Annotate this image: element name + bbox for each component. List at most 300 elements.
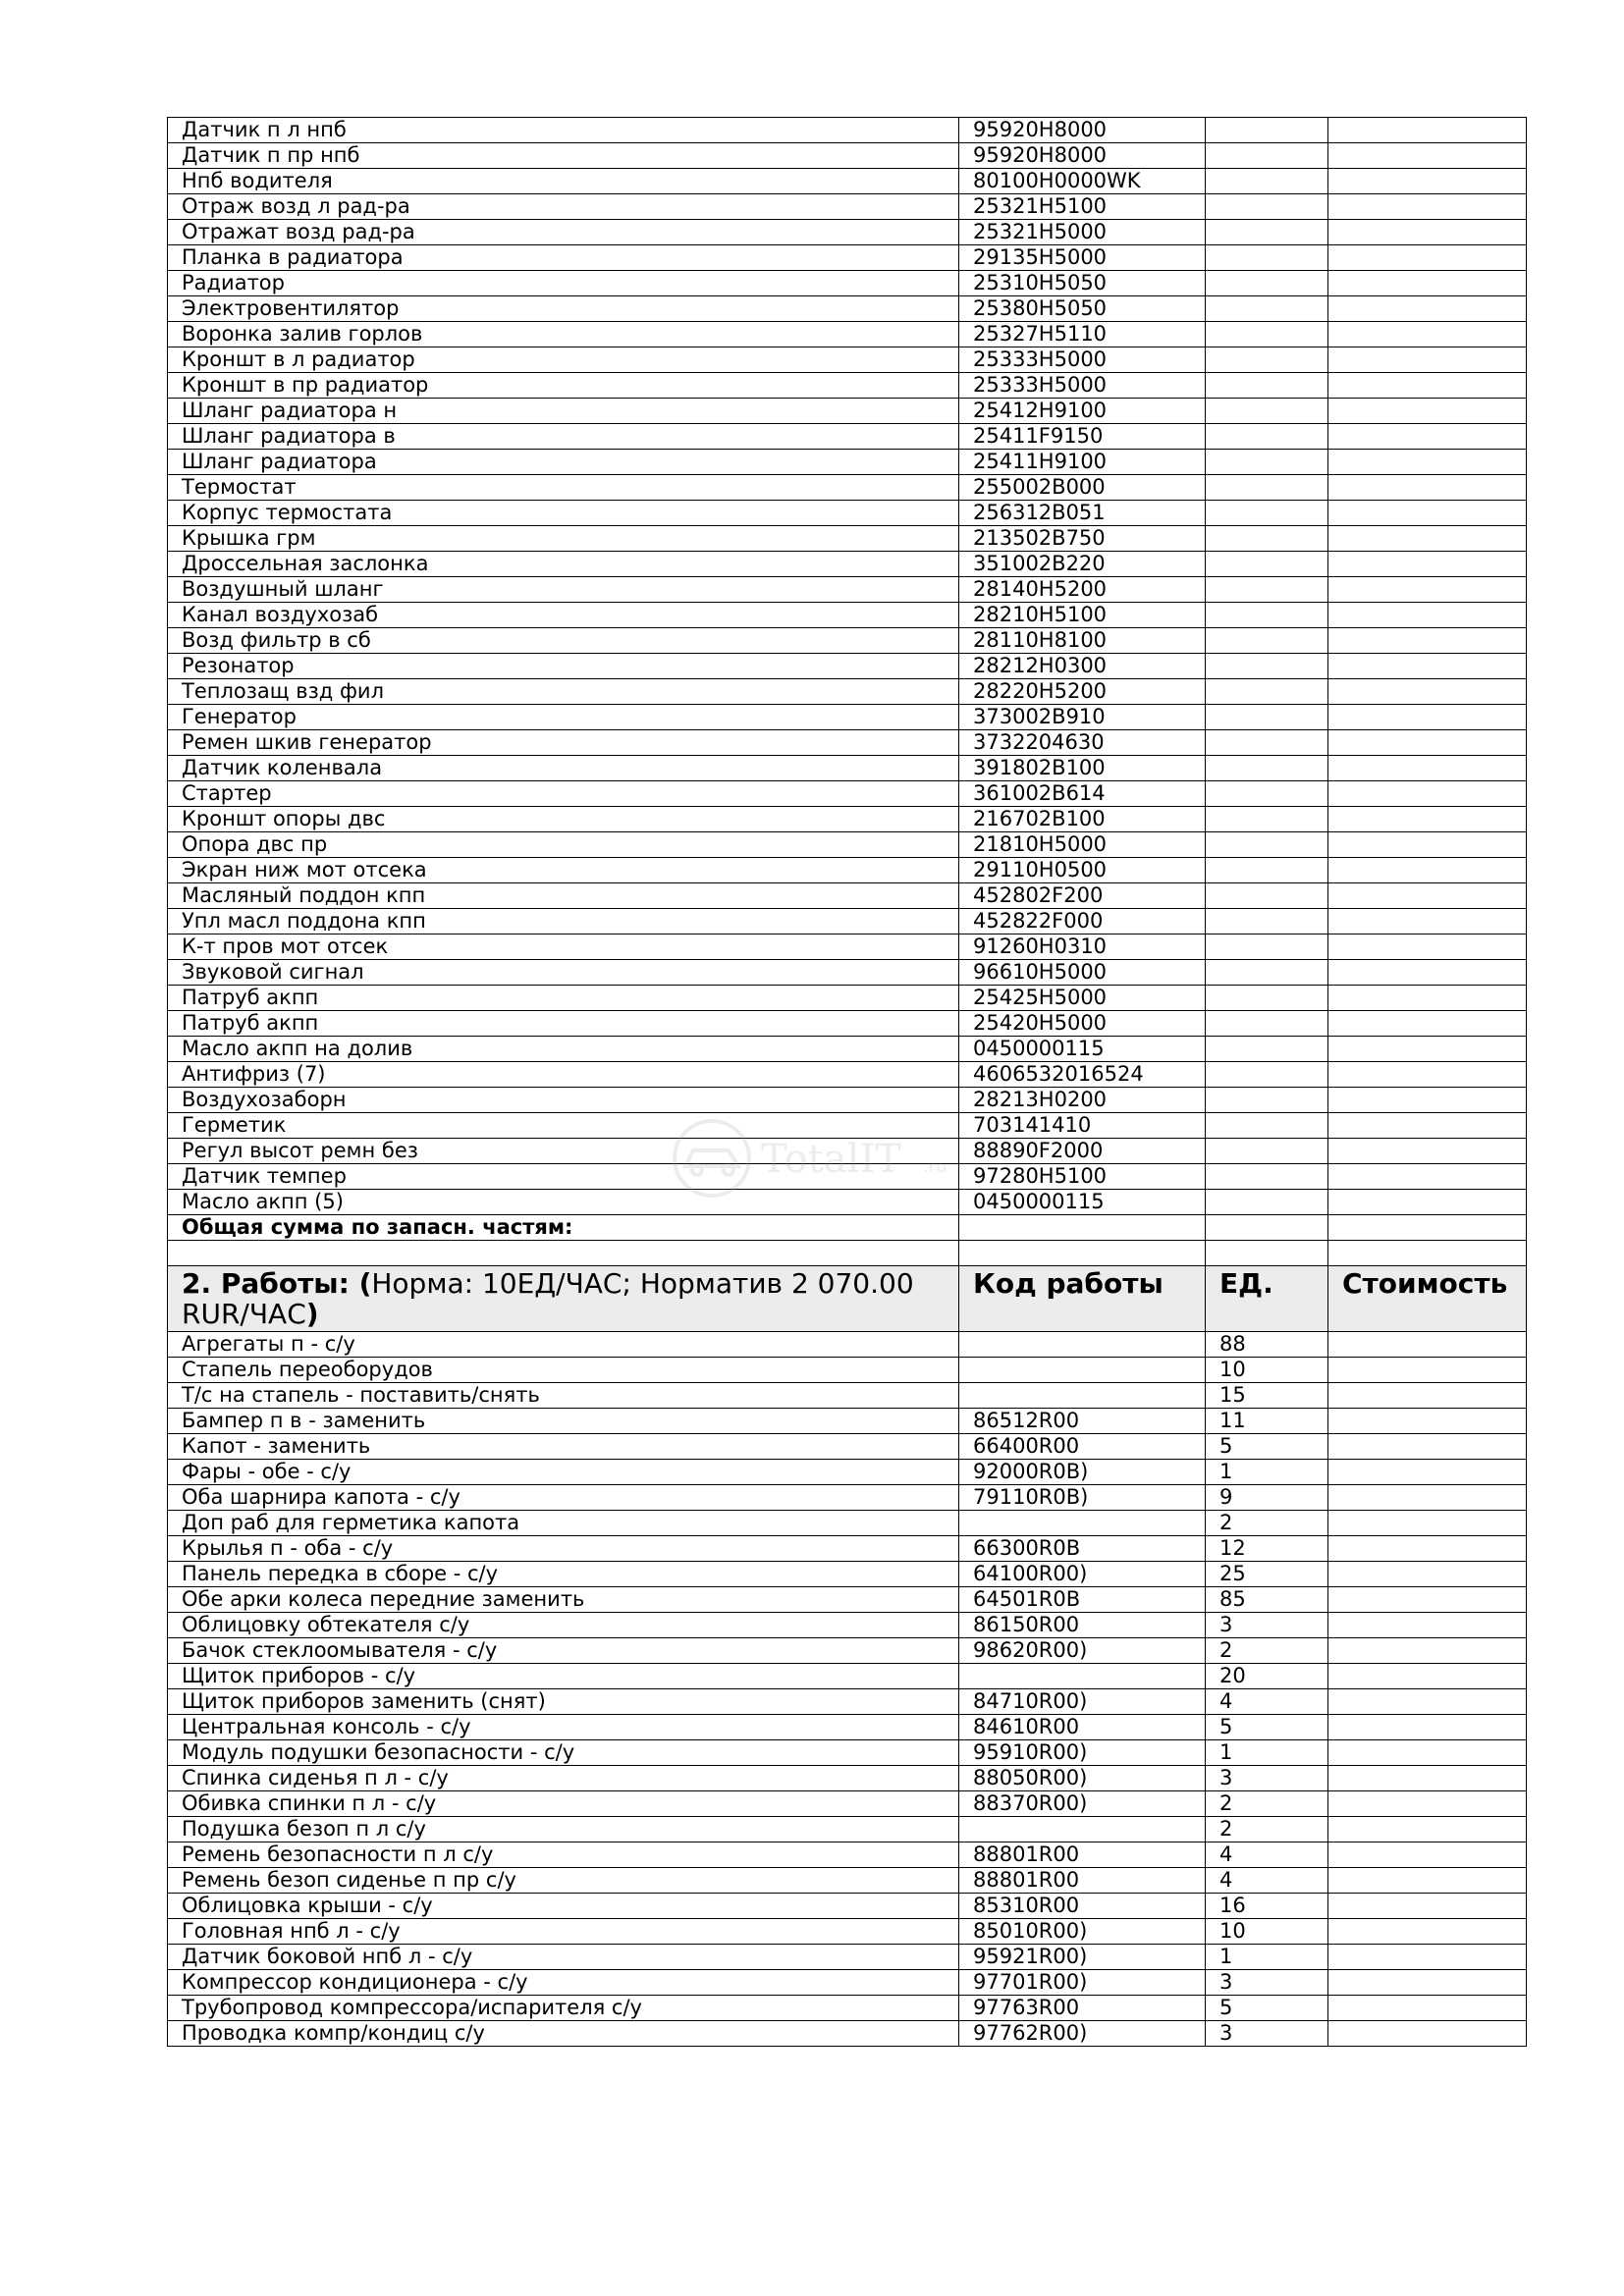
work-row <box>168 1460 1527 1485</box>
work-code: 88801R00 <box>959 1842 1206 1868</box>
work-cost <box>1328 1970 1527 1996</box>
part-cost <box>1328 424 1527 450</box>
part-row <box>168 424 1527 450</box>
work-row <box>168 1791 1527 1817</box>
part-row <box>168 781 1527 807</box>
work-units: 5 <box>1206 1434 1328 1460</box>
part-row <box>168 960 1527 986</box>
work-row <box>168 1945 1527 1970</box>
work-name: Доп раб для герметика капота <box>168 1511 959 1536</box>
part-name: Масло акпп на долив <box>168 1037 959 1062</box>
work-units: 1 <box>1206 1945 1328 1970</box>
part-cost <box>1328 1139 1527 1164</box>
part-number: 28213H0200 <box>959 1088 1206 1113</box>
part-name: Кроншт опоры двс <box>168 807 959 832</box>
part-cost <box>1328 194 1527 220</box>
work-units: 5 <box>1206 1715 1328 1740</box>
part-row <box>168 271 1527 296</box>
part-cost <box>1328 730 1527 756</box>
work-units: 4 <box>1206 1868 1328 1894</box>
work-name: Компрессор кондиционера - с/у <box>168 1970 959 1996</box>
part-name: Регул высот ремн без <box>168 1139 959 1164</box>
work-units: 11 <box>1206 1409 1328 1434</box>
part-name: Радиатор <box>168 271 959 296</box>
part-quantity <box>1206 577 1328 603</box>
work-code <box>959 1383 1206 1409</box>
part-name: К-т пров мот отсек <box>168 934 959 960</box>
work-cost <box>1328 1894 1527 1919</box>
part-cost <box>1328 552 1527 577</box>
work-code: 97762R00) <box>959 2021 1206 2047</box>
parts-total-label: Общая сумма по запасн. частям: <box>168 1215 959 1241</box>
work-code <box>959 1817 1206 1842</box>
part-name: Отраж возд л рад-ра <box>168 194 959 220</box>
part-name: Резонатор <box>168 654 959 679</box>
part-number: 213502B750 <box>959 526 1206 552</box>
part-row <box>168 220 1527 245</box>
work-cost <box>1328 1485 1527 1511</box>
work-units: 10 <box>1206 1919 1328 1945</box>
part-quantity <box>1206 169 1328 194</box>
part-name: Датчик п пр нпб <box>168 143 959 169</box>
part-cost <box>1328 1088 1527 1113</box>
works-section-title: 2. Работы: (Норма: 10ЕД/ЧАС; Норматив 2 070.00 RUR/ЧАС) <box>168 1266 959 1332</box>
part-quantity <box>1206 424 1328 450</box>
part-row <box>168 1011 1527 1037</box>
part-quantity <box>1206 781 1328 807</box>
part-quantity <box>1206 501 1328 526</box>
part-quantity <box>1206 296 1328 322</box>
part-row <box>168 118 1527 143</box>
part-row <box>168 934 1527 960</box>
work-row <box>168 1689 1527 1715</box>
part-number: 28140H5200 <box>959 577 1206 603</box>
units-header: ЕД. <box>1206 1266 1328 1332</box>
work-units: 3 <box>1206 1613 1328 1638</box>
part-quantity <box>1206 373 1328 399</box>
estimate-table <box>167 117 1527 2047</box>
part-number: 25333H5000 <box>959 373 1206 399</box>
part-cost <box>1328 1190 1527 1215</box>
work-code <box>959 1511 1206 1536</box>
part-cost <box>1328 399 1527 424</box>
part-number: 25321H5100 <box>959 194 1206 220</box>
work-cost <box>1328 1460 1527 1485</box>
part-name: Кроншт в пр радиатор <box>168 373 959 399</box>
part-row <box>168 245 1527 271</box>
part-row <box>168 1088 1527 1113</box>
work-cost <box>1328 1638 1527 1664</box>
part-number: 351002B220 <box>959 552 1206 577</box>
part-row <box>168 883 1527 909</box>
work-row <box>168 1587 1527 1613</box>
work-row <box>168 1715 1527 1740</box>
work-code <box>959 1664 1206 1689</box>
part-name: Отражат возд рад-ра <box>168 220 959 245</box>
work-row <box>168 1894 1527 1919</box>
work-code: 85310R00 <box>959 1894 1206 1919</box>
part-quantity <box>1206 883 1328 909</box>
part-name: Электровентилятор <box>168 296 959 322</box>
work-row <box>168 1485 1527 1511</box>
work-code <box>959 1358 1206 1383</box>
part-number: 95920H8000 <box>959 143 1206 169</box>
work-units: 10 <box>1206 1358 1328 1383</box>
work-code: 95921R00) <box>959 1945 1206 1970</box>
part-row <box>168 347 1527 373</box>
work-name: Облицовку обтекателя с/у <box>168 1613 959 1638</box>
work-units: 2 <box>1206 1511 1328 1536</box>
work-name: Спинка сиденья п л - с/у <box>168 1766 959 1791</box>
part-name: Звуковой сигнал <box>168 960 959 986</box>
parts-section <box>168 118 1527 1215</box>
part-name: Герметик <box>168 1113 959 1139</box>
part-name: Генератор <box>168 705 959 730</box>
part-name: Экран ниж мот отсека <box>168 858 959 883</box>
part-quantity <box>1206 679 1328 705</box>
part-quantity <box>1206 628 1328 654</box>
work-units: 12 <box>1206 1536 1328 1562</box>
work-code: 88050R00) <box>959 1766 1206 1791</box>
work-row <box>168 1817 1527 1842</box>
work-code: 97763R00 <box>959 1996 1206 2021</box>
part-row <box>168 373 1527 399</box>
work-name: Бампер п в - заменить <box>168 1409 959 1434</box>
part-quantity <box>1206 1037 1328 1062</box>
part-quantity <box>1206 194 1328 220</box>
work-code-header: Код работы <box>959 1266 1206 1332</box>
part-cost <box>1328 781 1527 807</box>
part-number: 703141410 <box>959 1113 1206 1139</box>
part-cost <box>1328 1011 1527 1037</box>
part-row <box>168 832 1527 858</box>
part-quantity <box>1206 1088 1328 1113</box>
work-name: Обе арки колеса передние заменить <box>168 1587 959 1613</box>
part-name: Антифриз (7) <box>168 1062 959 1088</box>
part-number: 452802F200 <box>959 883 1206 909</box>
work-units: 25 <box>1206 1562 1328 1587</box>
part-number: 29135H5000 <box>959 245 1206 271</box>
part-number: 25420H5000 <box>959 1011 1206 1037</box>
work-cost <box>1328 1511 1527 1536</box>
part-row <box>168 169 1527 194</box>
part-quantity <box>1206 1190 1328 1215</box>
work-name: Трубопровод компрессора/испарителя с/у <box>168 1996 959 2021</box>
part-quantity <box>1206 730 1328 756</box>
work-units: 88 <box>1206 1332 1328 1358</box>
part-number: 28220H5200 <box>959 679 1206 705</box>
part-quantity <box>1206 705 1328 730</box>
part-cost <box>1328 832 1527 858</box>
work-code: 88801R00 <box>959 1868 1206 1894</box>
work-cost <box>1328 1689 1527 1715</box>
work-row <box>168 1562 1527 1587</box>
part-row <box>168 1139 1527 1164</box>
work-units: 1 <box>1206 1460 1328 1485</box>
part-quantity <box>1206 271 1328 296</box>
part-number: 80100H0000WK <box>959 169 1206 194</box>
part-cost <box>1328 679 1527 705</box>
work-name: Подушка безоп п л с/у <box>168 1817 959 1842</box>
work-code: 98620R00) <box>959 1638 1206 1664</box>
part-quantity <box>1206 399 1328 424</box>
work-row <box>168 1740 1527 1766</box>
work-name: Щиток приборов заменить (снят) <box>168 1689 959 1715</box>
part-name: Возд фильтр в сб <box>168 628 959 654</box>
part-quantity <box>1206 143 1328 169</box>
work-code: 64501R0B <box>959 1587 1206 1613</box>
part-row <box>168 679 1527 705</box>
part-number: 0450000115 <box>959 1190 1206 1215</box>
part-number: 29110H0500 <box>959 858 1206 883</box>
work-row <box>168 1842 1527 1868</box>
part-name: Воронка залив горлов <box>168 322 959 347</box>
part-name: Шланг радиатора н <box>168 399 959 424</box>
part-cost <box>1328 986 1527 1011</box>
part-quantity <box>1206 807 1328 832</box>
part-row <box>168 628 1527 654</box>
work-cost <box>1328 1358 1527 1383</box>
part-number: 25327H5110 <box>959 322 1206 347</box>
part-number: 25380H5050 <box>959 296 1206 322</box>
work-row <box>168 1358 1527 1383</box>
part-number: 452822F000 <box>959 909 1206 934</box>
part-number: 28110H8100 <box>959 628 1206 654</box>
part-quantity <box>1206 858 1328 883</box>
part-row <box>168 1037 1527 1062</box>
work-code: 85010R00) <box>959 1919 1206 1945</box>
part-quantity <box>1206 475 1328 501</box>
work-code: 95910R00) <box>959 1740 1206 1766</box>
part-quantity <box>1206 450 1328 475</box>
part-name: Корпус термостата <box>168 501 959 526</box>
part-cost <box>1328 271 1527 296</box>
part-number: 216702B100 <box>959 807 1206 832</box>
part-cost <box>1328 245 1527 271</box>
work-cost <box>1328 1587 1527 1613</box>
work-units: 2 <box>1206 1817 1328 1842</box>
work-code: 64100R00) <box>959 1562 1206 1587</box>
part-name: Датчик п л нпб <box>168 118 959 143</box>
part-cost <box>1328 169 1527 194</box>
work-name: Фары - обе - с/у <box>168 1460 959 1485</box>
part-number: 25321H5000 <box>959 220 1206 245</box>
work-name: Проводка компр/кондиц с/у <box>168 2021 959 2047</box>
part-cost <box>1328 909 1527 934</box>
part-quantity <box>1206 118 1328 143</box>
part-quantity <box>1206 322 1328 347</box>
part-row <box>168 399 1527 424</box>
work-units: 4 <box>1206 1689 1328 1715</box>
part-number: 4606532016524 <box>959 1062 1206 1088</box>
work-name: Ремень безопасности п л с/у <box>168 1842 959 1868</box>
work-row <box>168 1409 1527 1434</box>
part-number: 21810H5000 <box>959 832 1206 858</box>
part-cost <box>1328 628 1527 654</box>
part-cost <box>1328 296 1527 322</box>
work-units: 4 <box>1206 1842 1328 1868</box>
part-quantity <box>1206 832 1328 858</box>
work-code: 97701R00) <box>959 1970 1206 1996</box>
work-cost <box>1328 1868 1527 1894</box>
work-row <box>168 1970 1527 1996</box>
part-quantity <box>1206 1164 1328 1190</box>
part-cost <box>1328 577 1527 603</box>
part-number: 95920H8000 <box>959 118 1206 143</box>
part-number: 91260H0310 <box>959 934 1206 960</box>
part-row <box>168 909 1527 934</box>
work-cost <box>1328 1562 1527 1587</box>
part-quantity <box>1206 1139 1328 1164</box>
work-units: 16 <box>1206 1894 1328 1919</box>
part-name: Дроссельная заслонка <box>168 552 959 577</box>
work-name: Панель передка в сборе - с/у <box>168 1562 959 1587</box>
part-cost <box>1328 654 1527 679</box>
part-quantity <box>1206 526 1328 552</box>
work-name: Оба шарнира капота - с/у <box>168 1485 959 1511</box>
work-row <box>168 1536 1527 1562</box>
work-cost <box>1328 1740 1527 1766</box>
work-name: Крылья п - оба - с/у <box>168 1536 959 1562</box>
part-quantity <box>1206 934 1328 960</box>
watermark-suffix: .ru <box>923 1156 947 1177</box>
watermark-text: TotalIT <box>761 1137 901 1182</box>
part-cost <box>1328 373 1527 399</box>
part-cost <box>1328 526 1527 552</box>
work-cost <box>1328 1409 1527 1434</box>
part-cost <box>1328 322 1527 347</box>
part-cost <box>1328 603 1527 628</box>
part-number: 0450000115 <box>959 1037 1206 1062</box>
part-row <box>168 705 1527 730</box>
work-cost <box>1328 1664 1527 1689</box>
part-quantity <box>1206 220 1328 245</box>
work-row <box>168 1383 1527 1409</box>
part-number: 255002B000 <box>959 475 1206 501</box>
part-cost <box>1328 807 1527 832</box>
part-quantity <box>1206 756 1328 781</box>
part-cost <box>1328 347 1527 373</box>
part-number: 361002B614 <box>959 781 1206 807</box>
part-cost <box>1328 450 1527 475</box>
work-units: 3 <box>1206 2021 1328 2047</box>
part-row <box>168 1164 1527 1190</box>
work-row <box>168 1766 1527 1791</box>
part-quantity <box>1206 603 1328 628</box>
work-name: Центральная консоль - с/у <box>168 1715 959 1740</box>
work-cost <box>1328 1536 1527 1562</box>
part-number: 97280H5100 <box>959 1164 1206 1190</box>
work-row <box>168 1919 1527 1945</box>
work-cost <box>1328 1715 1527 1740</box>
part-cost <box>1328 756 1527 781</box>
part-quantity <box>1206 654 1328 679</box>
work-name: Модуль подушки безопасности - с/у <box>168 1740 959 1766</box>
work-code: 79110R0B) <box>959 1485 1206 1511</box>
work-name: Щиток приборов - с/у <box>168 1664 959 1689</box>
work-cost <box>1328 1613 1527 1638</box>
part-cost <box>1328 118 1527 143</box>
work-name: Ремень безоп сиденье п пр с/у <box>168 1868 959 1894</box>
part-name: Планка в радиатора <box>168 245 959 271</box>
part-name: Упл масл поддона кпп <box>168 909 959 934</box>
part-row <box>168 807 1527 832</box>
part-name: Термостат <box>168 475 959 501</box>
part-row <box>168 526 1527 552</box>
part-row <box>168 603 1527 628</box>
part-name: Канал воздухозаб <box>168 603 959 628</box>
part-cost <box>1328 883 1527 909</box>
work-row <box>168 1613 1527 1638</box>
part-number: 3732204630 <box>959 730 1206 756</box>
part-quantity <box>1206 1011 1328 1037</box>
part-name: Датчик темпер <box>168 1164 959 1190</box>
work-name: Обивка спинки п л - с/у <box>168 1791 959 1817</box>
part-cost <box>1328 858 1527 883</box>
work-row <box>168 1868 1527 1894</box>
works-header-row <box>168 1266 1527 1332</box>
part-row <box>168 501 1527 526</box>
part-number: 373002B910 <box>959 705 1206 730</box>
part-row <box>168 143 1527 169</box>
work-units: 15 <box>1206 1383 1328 1409</box>
part-number: 28212H0300 <box>959 654 1206 679</box>
part-number: 25333H5000 <box>959 347 1206 373</box>
work-code: 84610R00 <box>959 1715 1206 1740</box>
work-code: 88370R00) <box>959 1791 1206 1817</box>
work-row <box>168 1638 1527 1664</box>
part-row <box>168 552 1527 577</box>
cost-header: Стоимость <box>1328 1266 1527 1332</box>
work-row <box>168 1332 1527 1358</box>
part-row <box>168 322 1527 347</box>
work-code: 84710R00) <box>959 1689 1206 1715</box>
part-number: 391802B100 <box>959 756 1206 781</box>
parts-total-row <box>168 1215 1527 1241</box>
part-row <box>168 1062 1527 1088</box>
part-row <box>168 986 1527 1011</box>
part-row <box>168 1113 1527 1139</box>
work-cost <box>1328 1817 1527 1842</box>
work-name: Т/с на стапель - поставить/снять <box>168 1383 959 1409</box>
work-cost <box>1328 1842 1527 1868</box>
work-cost <box>1328 1383 1527 1409</box>
part-quantity <box>1206 960 1328 986</box>
work-code: 86512R00 <box>959 1409 1206 1434</box>
part-cost <box>1328 705 1527 730</box>
part-name: Стартер <box>168 781 959 807</box>
part-row <box>168 194 1527 220</box>
works-norm-text: Норма: 10ЕД/ЧАС; Норматив 2 070.00 RUR/ЧАС <box>182 1267 914 1330</box>
part-name: Шланг радиатора <box>168 450 959 475</box>
part-number: 96610H5000 <box>959 960 1206 986</box>
work-units: 3 <box>1206 1766 1328 1791</box>
work-cost <box>1328 1766 1527 1791</box>
work-cost <box>1328 1919 1527 1945</box>
work-cost <box>1328 1791 1527 1817</box>
part-cost <box>1328 220 1527 245</box>
work-name: Головная нпб л - с/у <box>168 1919 959 1945</box>
part-cost <box>1328 501 1527 526</box>
part-row <box>168 654 1527 679</box>
part-row <box>168 296 1527 322</box>
work-code: 86150R00 <box>959 1613 1206 1638</box>
work-code <box>959 1332 1206 1358</box>
work-units: 5 <box>1206 1996 1328 2021</box>
part-name: Теплозащ взд фил <box>168 679 959 705</box>
work-cost <box>1328 1434 1527 1460</box>
part-name: Шланг радиатора в <box>168 424 959 450</box>
